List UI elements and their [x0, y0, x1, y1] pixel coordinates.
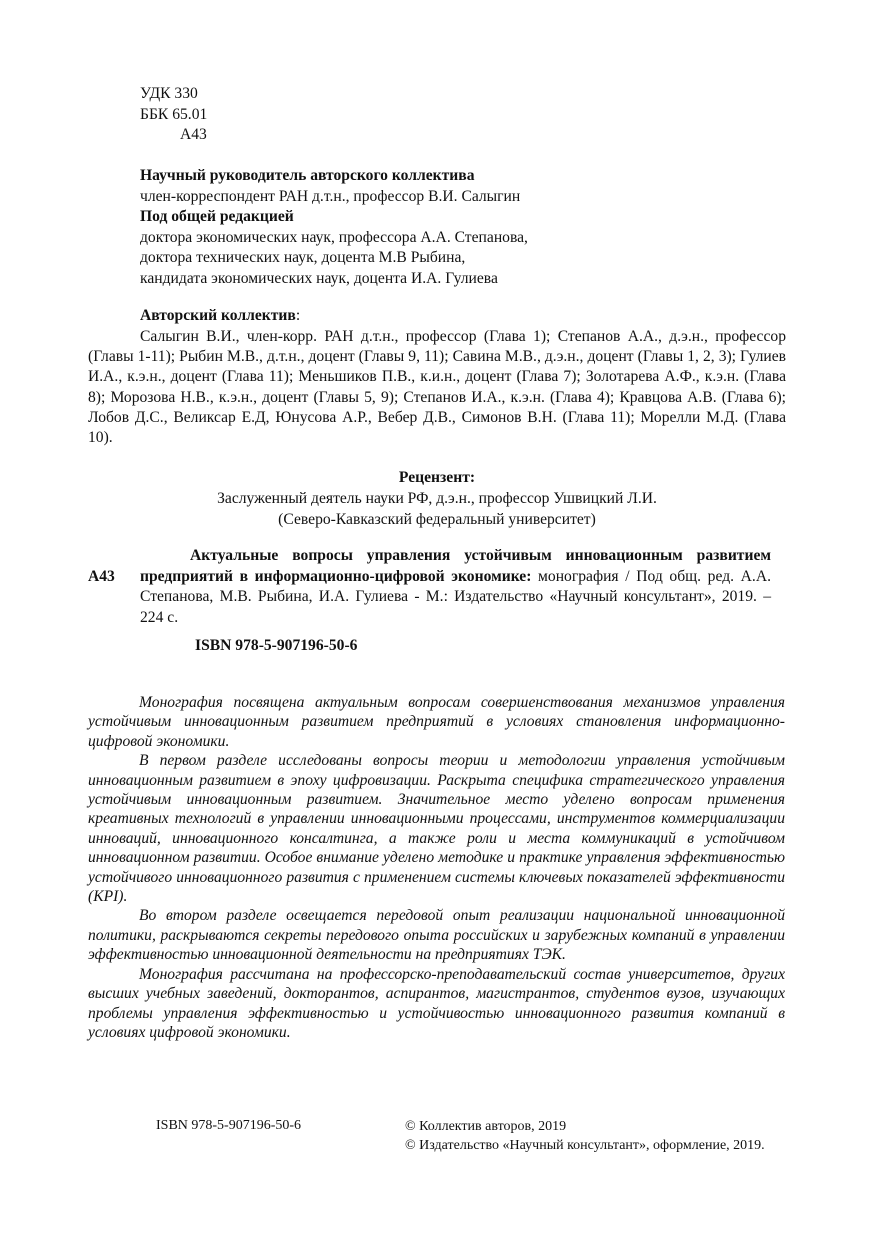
- authors-list: Салыгин В.И., член-корр. РАН д.т.н., профессор (Глава 1); Степанов А.А., д.э.н., профессор (Главы 1-11); Рыбин М.В., д.т.н., доцент (Главы 9, 11); Савина М.В., д.э.н., доцент (Главы 1, 2, 3); Гулиев И.А., к.э.н., доцент (Глава 11); Меньшиков П.В., к.и.н., доцент (Глава 7); Золотарева А.Ф., к.э.н. (Глава 8); Морозова Н.В., к.э.н., доцент (Главы 5, 9); Степанов И.А., к.э.н. (Глава 4); Кравцова А.В. (Глава 6); Лобов Д.С., Великсар Е.Д, Юнусова А.Р., Вебер Д.В., Симонов В.Н. (Глава 11); Морелли М.Д. (Глава 10).: [88, 328, 786, 447]
- editor-line: доктора технических наук, доцента М.В Рыбина,: [140, 249, 466, 266]
- abstract: [88, 693, 785, 1042]
- footer-isbn: ISBN 978-5-907196-50-6: [156, 1118, 302, 1133]
- editors-heading: Под общей редакцией: [140, 208, 294, 225]
- supervisor-block: [140, 166, 790, 289]
- supervisor-heading: Научный руководитель авторского коллектива: [140, 167, 475, 184]
- authors-heading: Авторский коллектив: [140, 307, 296, 324]
- editor-line: доктора экономических наук, профессора А.А. Степанова,: [140, 228, 528, 246]
- reviewer-heading: Рецензент:: [398, 469, 476, 486]
- copyright-publisher: © Издательство «Научный консультант», оформление, 2019.: [405, 1138, 765, 1153]
- abstract-paragraph: Монография посвящена актуальным вопросам совершенствования механизмов управления устойчивым инновационным развитием предприятий в условиях становления информационно-цифровой экономики.: [88, 694, 785, 750]
- book-details: монография / Под общ. ред. А.А. Степанова, М.В. Рыбина, И.А. Гулиева - М.: Издательство «Научный консультант», 2019. – 224 с.: [140, 567, 771, 626]
- abstract-paragraph: Во втором разделе освещается передовой опыт реализации национальной инновационной политики, раскрываются секреты передового опыта российских и зарубежных компаний в управлении эффективностью инновационной деятельности на предприятиях ТЭК.: [88, 907, 785, 964]
- bbk-code: ББК 65.01: [140, 105, 208, 123]
- abstract-paragraph: В первом разделе исследованы вопросы теории и методологии управления устойчивым инновационным развитием в эпоху цифровизации. Раскрыта специфика стратегического управления устойчивым инновационным развитием. Значительное место уделено вопросам применения креативных технологий в управлении инновационными процессами, инструментов коммерциализации инноваций, инновационного консалтинга, а также роли и места коммуникаций в устойчивом инновационном развитии. Особое внимание уделено методике и практике управления эффективностью устойчивого инновационного развития с применением системы ключевых показателей эффективности (KPI).: [88, 752, 785, 906]
- isbn-bold: ISBN 978-5-907196-50-6: [195, 637, 358, 654]
- reviewer-block: [88, 467, 786, 530]
- udk-code: УДК 330: [140, 85, 198, 102]
- author-sign: А43: [180, 126, 207, 143]
- reviewer-name: Заслуженный деятель науки РФ, д.э.н., профессор Ушвицкий Л.И.: [217, 490, 657, 507]
- abstract-paragraph: Монография рассчитана на профессорско-преподавательский состав университетов, других высших учебных заведений, докторантов, аспирантов, магистрантов, студентов вузов, изучающих проблемы управления эффективностью и устойчивостью инновационного развития компаний в условиях цифровой экономики.: [88, 965, 785, 1041]
- authors-colon: :: [295, 307, 301, 324]
- editor-line: кандидата экономических наук, доцента И.А. Гулиева: [140, 269, 498, 287]
- reviewer-affiliation: (Северо-Кавказский федеральный университет): [278, 511, 596, 528]
- annotation-code: А43: [88, 568, 115, 585]
- supervisor-name: член-корреспондент РАН д.т.н., профессор В.И. Салыгин: [140, 187, 521, 205]
- footer-copyright: [405, 1117, 765, 1155]
- classification-codes: [140, 84, 207, 146]
- authors-heading-row: [140, 306, 300, 326]
- book-title: Актуальные вопросы управления устойчивым инновационным развитием предприятий в информационно-цифровой экономике:: [140, 547, 771, 585]
- copyright-authors: © Коллектив авторов, 2019: [405, 1119, 567, 1134]
- bibliographic-description: [140, 546, 771, 628]
